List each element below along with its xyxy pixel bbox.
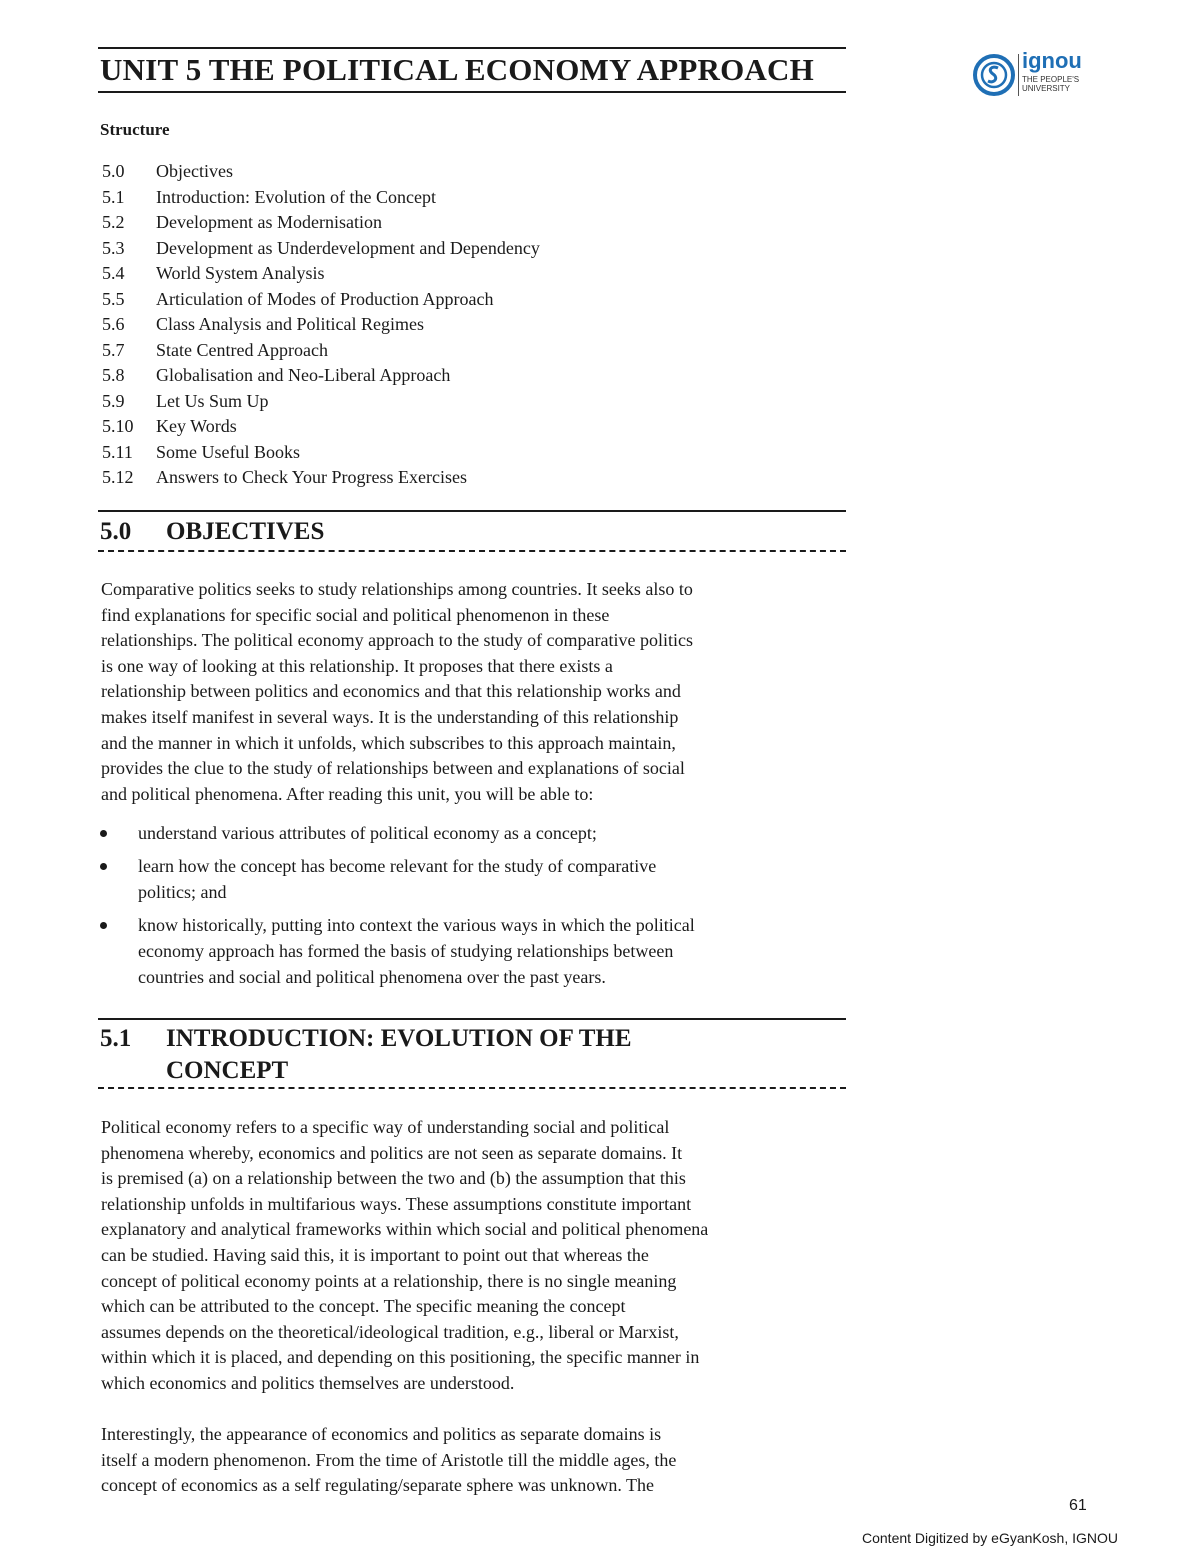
toc-item-number: 5.9 bbox=[102, 390, 125, 411]
intro-bottom-rule bbox=[98, 1087, 846, 1089]
logo-divider bbox=[1018, 54, 1019, 96]
text-line: find explanations for specific social and political phenomenon in these bbox=[101, 604, 610, 625]
text-line: itself a modern phenomenon. From the time of Aristotle till the middle ages, the bbox=[101, 1449, 677, 1470]
bullet-text bbox=[138, 820, 840, 846]
toc-item-number: 5.1 bbox=[102, 186, 125, 207]
bullet-item bbox=[100, 912, 840, 990]
text-line: provides the clue to the study of relationships between and explanations of social bbox=[101, 758, 685, 779]
ignou-logo bbox=[972, 50, 1092, 100]
toc-item-number: 5.3 bbox=[102, 237, 125, 258]
section-number: 5.0 bbox=[100, 518, 132, 545]
text-line: which economics and politics themselves are understood. bbox=[101, 1372, 515, 1393]
toc-item-number: 5.4 bbox=[102, 263, 125, 283]
bullet-line: politics; and bbox=[138, 882, 227, 902]
toc-item bbox=[102, 185, 540, 211]
page-number: 61 bbox=[1069, 1497, 1087, 1514]
toc-item-title: World System Analysis bbox=[156, 263, 325, 283]
objectives-top-rule bbox=[98, 510, 846, 512]
section-heading-objectives bbox=[100, 516, 324, 548]
toc-item bbox=[102, 440, 540, 466]
section-heading-introduction bbox=[100, 1023, 632, 1087]
bullet-line: economy approach has formed the basis of studying relationships between bbox=[138, 941, 674, 961]
text-line: relationships. The political economy approach to the study of comparative politics bbox=[101, 630, 694, 651]
structure-label: Structure bbox=[100, 120, 170, 139]
bullet-dot-icon bbox=[100, 863, 107, 870]
bullet-text bbox=[138, 912, 840, 990]
objectives-bottom-rule bbox=[98, 550, 846, 552]
text-line: and the manner in which it unfolds, which subscribes to this approach maintain, bbox=[101, 732, 676, 753]
bullet-line: understand various attributes of political economy as a concept; bbox=[138, 823, 597, 843]
bullet-line: countries and social and political phenomena over the past years. bbox=[138, 967, 606, 987]
intro-paragraph-1 bbox=[101, 1115, 849, 1397]
text-line: assumes depends on the theoretical/ideological tradition, e.g., liberal or Marxist, bbox=[101, 1321, 679, 1342]
toc-item-number: 5.6 bbox=[102, 314, 125, 334]
toc-item-number: 5.2 bbox=[102, 212, 125, 232]
heading-bottom-rule bbox=[98, 91, 846, 93]
logo-tagline bbox=[1022, 75, 1092, 93]
toc-item bbox=[102, 159, 540, 185]
text-line: relationship between politics and economics and that this relationship works and bbox=[101, 681, 681, 702]
toc-item bbox=[102, 312, 540, 338]
toc-item bbox=[102, 287, 540, 313]
toc-item bbox=[102, 465, 540, 491]
text-line: which can be attributed to the concept. The specific meaning the concept bbox=[101, 1296, 626, 1317]
logo-wordmark: ignou bbox=[1022, 48, 1082, 73]
text-line: and political phenomena. After reading this unit, you will be able to: bbox=[101, 783, 594, 804]
text-line: within which it is placed, and depending on this positioning, the specific manner in bbox=[101, 1347, 700, 1368]
toc-item bbox=[102, 210, 540, 236]
bullet-dot-icon bbox=[100, 830, 107, 837]
text-line: explanatory and analytical frameworks within which social and political phenomena bbox=[101, 1219, 709, 1240]
text-line: Comparative politics seeks to study relationships among countries. It seeks also to bbox=[101, 579, 693, 599]
toc-item-title: Development as Underdevelopment and Dependency bbox=[156, 237, 540, 258]
toc-item-number: 5.0 bbox=[102, 161, 125, 181]
toc-item bbox=[102, 414, 540, 440]
toc-item bbox=[102, 261, 540, 287]
section-title-line-2: CONCEPT bbox=[166, 1057, 289, 1084]
unit-title: UNIT 5 THE POLITICAL ECONOMY APPROACH bbox=[100, 52, 814, 87]
ignou-emblem-icon bbox=[972, 53, 1016, 97]
logo-tagline-1: THE PEOPLE'S bbox=[1022, 75, 1080, 84]
text-line: relationship unfolds in multifarious ways. These assumptions constitute important bbox=[101, 1193, 692, 1214]
toc-item bbox=[102, 236, 540, 262]
table-of-contents bbox=[102, 159, 540, 491]
objectives-bullet-list bbox=[100, 820, 840, 997]
section-title-line-1: INTRODUCTION: EVOLUTION OF THE bbox=[166, 1025, 632, 1052]
toc-item-title: Development as Modernisation bbox=[156, 212, 382, 232]
section-title: OBJECTIVES bbox=[166, 518, 325, 545]
text-line: Interestingly, the appearance of economics and politics as separate domains is bbox=[101, 1424, 662, 1444]
toc-item-title: Introduction: Evolution of the Concept bbox=[156, 186, 436, 207]
text-line: concept of economics as a self regulating/separate sphere was unknown. The bbox=[101, 1475, 654, 1496]
toc-item-title: Some Useful Books bbox=[156, 441, 300, 462]
text-line: phenomena whereby, economics and politics are not seen as separate domains. It bbox=[101, 1142, 683, 1163]
toc-item-number: 5.12 bbox=[102, 467, 134, 487]
bullet-dot-icon bbox=[100, 922, 107, 929]
toc-item-title: Let Us Sum Up bbox=[156, 390, 269, 411]
bullet-item bbox=[100, 853, 840, 905]
toc-item bbox=[102, 389, 540, 415]
bullet-line: know historically, putting into context the various ways in which the political bbox=[138, 915, 695, 935]
toc-item-title: State Centred Approach bbox=[156, 339, 328, 360]
text-line: is one way of looking at this relationship. It proposes that there exists a bbox=[101, 655, 613, 676]
toc-item-number: 5.5 bbox=[102, 288, 125, 309]
intro-paragraph-2 bbox=[101, 1422, 849, 1499]
toc-item bbox=[102, 363, 540, 389]
logo-tagline-2: UNIVERSITY bbox=[1022, 84, 1071, 93]
toc-item-title: Globalisation and Neo-Liberal Approach bbox=[156, 365, 451, 385]
text-line: Political economy refers to a specific way of understanding social and political bbox=[101, 1117, 670, 1137]
toc-item-title: Objectives bbox=[156, 161, 233, 181]
text-line: is premised (a) on a relationship between the two and (b) the assumption that this bbox=[101, 1168, 686, 1189]
bullet-item bbox=[100, 820, 840, 846]
toc-item-number: 5.11 bbox=[102, 441, 133, 462]
toc-item-title: Class Analysis and Political Regimes bbox=[156, 314, 424, 334]
bullet-line: learn how the concept has become relevant for the study of comparative bbox=[138, 856, 657, 876]
bullet-text bbox=[138, 853, 840, 905]
section-number: 5.1 bbox=[100, 1025, 132, 1052]
toc-item-title: Key Words bbox=[156, 416, 237, 436]
toc-item-title: Articulation of Modes of Production Approach bbox=[156, 288, 494, 309]
objectives-paragraph bbox=[101, 577, 849, 807]
toc-item-title: Answers to Check Your Progress Exercises bbox=[156, 467, 467, 487]
footer-credit: Content Digitized by eGyanKosh, IGNOU bbox=[862, 1530, 1119, 1546]
intro-top-rule bbox=[98, 1018, 846, 1020]
toc-item-number: 5.10 bbox=[102, 416, 134, 436]
toc-item-number: 5.7 bbox=[102, 339, 125, 360]
heading-top-rule bbox=[98, 47, 846, 49]
toc-item-number: 5.8 bbox=[102, 365, 125, 385]
toc-item bbox=[102, 338, 540, 364]
text-line: concept of political economy points at a relationship, there is no single meaning bbox=[101, 1270, 677, 1291]
text-line: can be studied. Having said this, it is important to point out that whereas the bbox=[101, 1244, 649, 1265]
text-line: makes itself manifest in several ways. It is the understanding of this relationship bbox=[101, 706, 679, 727]
